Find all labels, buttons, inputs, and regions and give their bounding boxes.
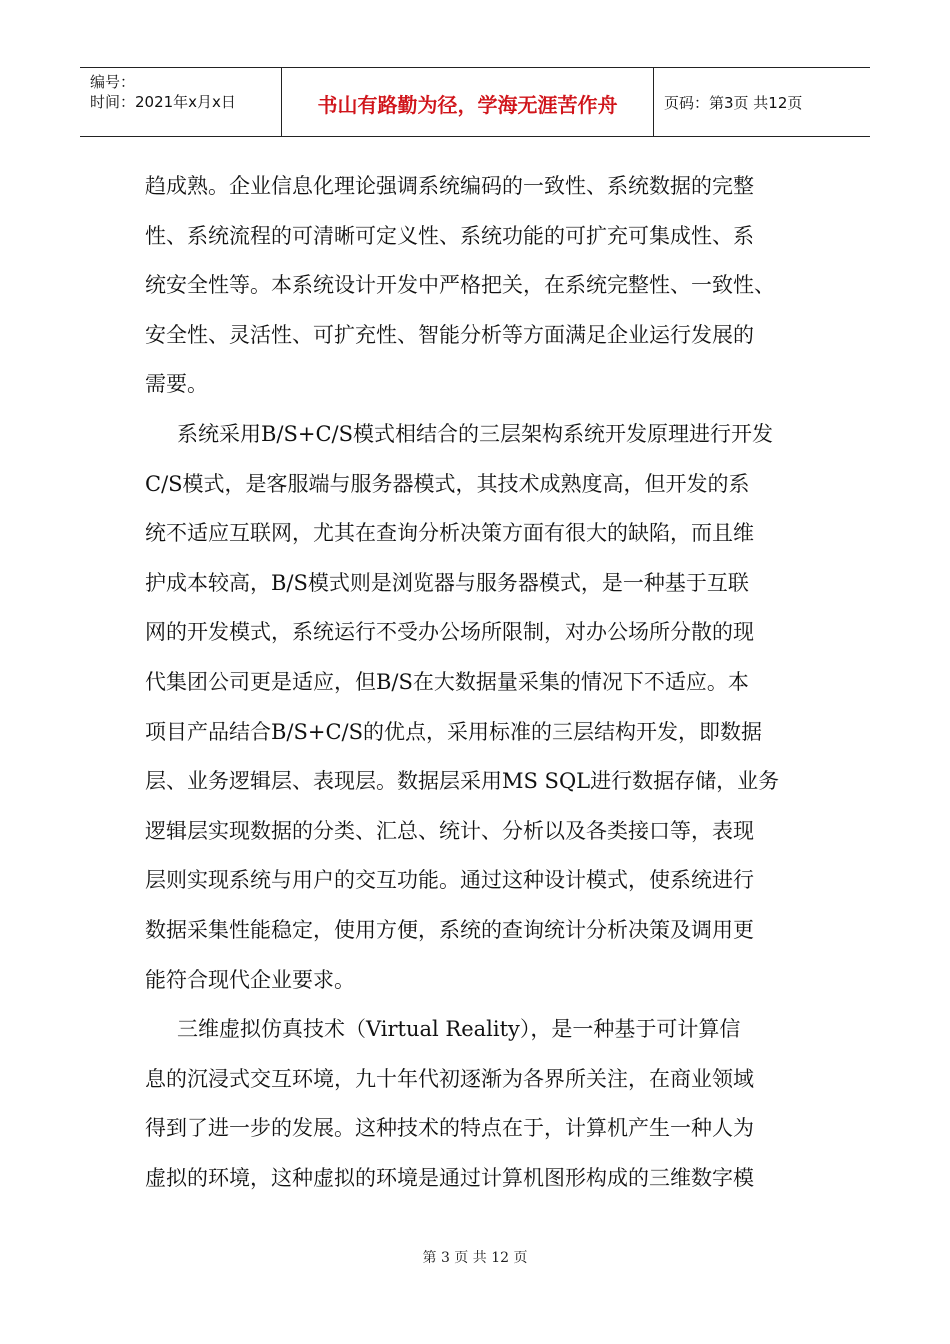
- text-line: 网的开发模式，系统运行不受办公场所限制，对办公场所分散的现: [145, 620, 754, 645]
- text-line: 得到了进一步的发展。这种技术的特点在于，计算机产生一种人为: [145, 1116, 754, 1141]
- text-line: 代集团公司更是适应，但B/S在大数据量采集的情况下不适应。本: [145, 669, 749, 694]
- text-line: 需要。: [145, 372, 208, 397]
- text-line: 项目产品结合B/S+C/S的优点，采用标准的三层结构开发，即数据: [145, 719, 763, 744]
- text-line: 虚拟的环境，这种虚拟的环境是通过计算机图形构成的三维数字模: [145, 1165, 754, 1190]
- header-meta-cell: [80, 68, 282, 136]
- page-footer: 第 3 页 共 12 页: [422, 1250, 528, 1266]
- document-header: [80, 67, 870, 137]
- text-line: 数据采集性能稳定，使用方便，系统的查询统计分析决策及调用更: [145, 917, 754, 942]
- document-date-label: 时间：2021年x月x日: [90, 93, 236, 111]
- text-line: 能符合现代企业要求。: [145, 967, 355, 992]
- paragraph-3: [145, 1005, 815, 1203]
- text-line: 层则实现系统与用户的交互功能。通过这种设计模式，使系统进行: [145, 868, 754, 893]
- text-line: 安全性、灵活性、可扩充性、智能分析等方面满足企业运行发展的: [145, 322, 754, 347]
- text-line: C/S模式，是客服端与服务器模式，其技术成熟度高，但开发的系: [145, 471, 750, 496]
- text-line: 趋成熟。企业信息化理论强调系统编码的一致性、系统数据的完整: [145, 174, 754, 198]
- text-line: 逻辑层实现数据的分类、汇总、统计、分析以及各类接口等，表现: [145, 818, 754, 843]
- header-page-info: 页码：第3页 共12页: [664, 93, 803, 112]
- document-number-label: 编号：: [90, 73, 136, 91]
- paragraph-1: [145, 162, 815, 410]
- text-line: 层、业务逻辑层、表现层。数据层采用MS SQL进行数据存储，业务: [145, 769, 780, 794]
- text-line: 三维虚拟仿真技术（Virtual Reality），是一种基于可计算信: [177, 1017, 741, 1042]
- text-line: 性、系统流程的可清晰可定义性、系统功能的可扩充可集成性、系: [145, 223, 754, 248]
- text-line: 息的沉浸式交互环境，九十年代初逐渐为各界所关注，在商业领域: [145, 1066, 754, 1091]
- text-line: 统不适应互联网，尤其在查询分析决策方面有很大的缺陷，而且维: [145, 521, 754, 546]
- paragraph-2: [145, 410, 815, 1005]
- text-line: 系统采用B/S+C/S模式相结合的三层架构系统开发原理进行开发: [177, 421, 774, 446]
- text-line: 统安全性等。本系统设计开发中严格把关，在系统完整性、一致性、: [145, 273, 775, 298]
- text-line: 护成本较高，B/S模式则是浏览器与服务器模式，是一种基于互联: [145, 570, 749, 595]
- document-body: [145, 162, 815, 1203]
- header-motto: 书山有路勤为径，学海无涯苦作舟: [282, 68, 654, 136]
